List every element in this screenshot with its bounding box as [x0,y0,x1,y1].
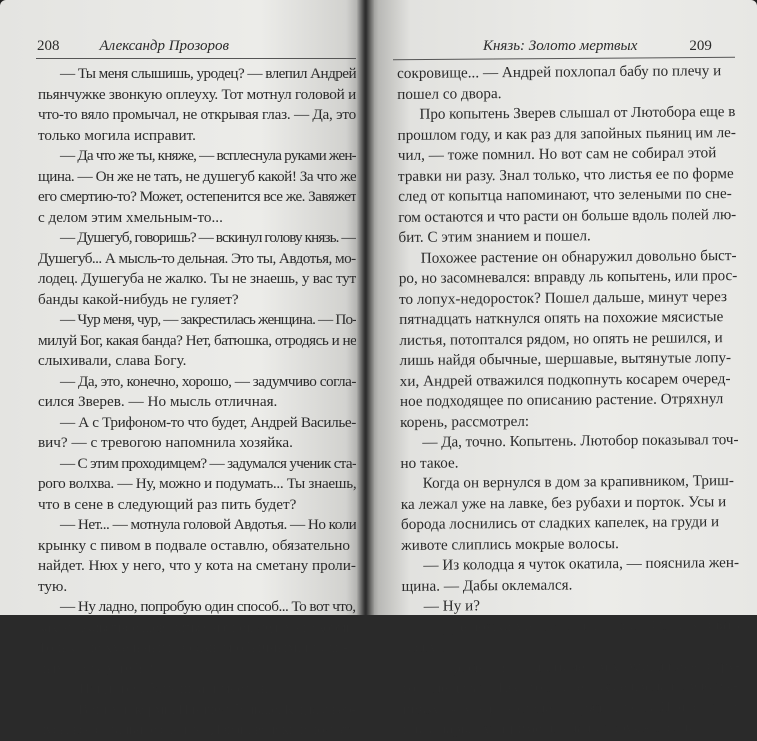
text-line: слыхивали, слава Богу. [38,352,187,369]
text-line: вич? — с тревогою напомнила хозяйка. [38,434,293,451]
text-line: чил, — тоже помнил. Но вот сам не собирал этой [397,144,717,164]
text-line: лодец. Душегуба не жалко. Ты не знаешь, у вас тут [38,270,356,287]
text-line: — А с Трифоном-то что будет, Андрей Василье- [60,413,356,431]
text-line: пошел со двора. [397,84,502,103]
text-line: Только не хмельным, а самым обычным, пчели- [38,639,349,656]
text-line: пивку тянуть перестанет. Держи корень. Почисти его, [402,697,741,718]
text-line: бит. С этим знанием и пошел. [398,227,591,246]
left-page-number: 208 [37,38,60,54]
right-page-number: 209 [689,38,712,54]
text-line: но такое. [400,453,459,472]
text-line: ро, но засомневался: вправду ль копытень, или прос- [398,267,738,287]
text-line: рого волхва. — Ну, можно и подумать... Ты знаешь, [38,475,357,492]
text-line: то лопух-недоросток? Пошел дальше, минут через [398,287,728,308]
text-line: сокровище... — Андрей похлопал бабу по плечу и [397,62,722,82]
text-line: только могила исправит. [38,126,196,144]
text-line: ным. Есть у тебя? [38,659,153,677]
text-line: ка лежал уже на лавке, без рубахи и порток. Усы и [400,492,727,513]
text-line: — Душегуб, говоришь? — вскинул голову князь. — [60,229,356,246]
text-line: что-то вяло промычал, не открывая глаз. — Да, это [38,106,356,123]
text-line: — Проснется — опять медом корми, и ничего дру- [424,656,740,677]
text-line: — Да что же ты, княже, — всплеснула руками жен- [60,147,356,164]
text-line: пятнадцать наткнулся опять на похожие мясистые [399,308,724,328]
text-line: милуй Бог, какая банда? Нет, батюшка, отродясь и не [38,331,357,349]
book-gutter [356,0,374,615]
text-line: Душегуб... А мысль-то дельная. Это ты, Авдотья, мо- [38,249,356,267]
text-line: щина. — Он же не тать, не душегуб какой! За что же [38,167,357,185]
text-line: — Вот им и корми. И ничем больше. Когда я вер- [60,700,356,718]
text-line: банды какой-нибудь не гуляет? [38,290,239,308]
text-line: как это животное шевелиться начнет, медом его корми. [38,618,357,636]
text-line: — Из колодца я чуток окатила, — пояснила жен- [423,554,740,574]
text-line: след от копытца напоминают, что зелеными по сне- [398,185,732,205]
text-line: — Ну и? [423,597,481,615]
text-line: и в запарь. Тут примерно на полкружки воды. По [402,718,722,738]
text-line: хи, Андрей отважился подкопнуть косарем очеред- [399,369,731,390]
right-page [363,0,757,738]
text-line: нусь, все остальное сделаю. Давай, волоки в дом это [38,721,356,738]
text-line: крынку с пивом в подвале оставлю, обязательно [38,536,351,554]
text-line: лишь найдя обычные, шершавые, вытянутые лопу- [399,349,732,369]
right-header-title: Князь: Золото мертвых [483,38,638,54]
text-line: Когда он вернулся в дом за крапивником, Триш- [422,472,734,492]
text-line: — Нет... — мотнула головой Авдотья. — Но коли [60,516,357,533]
text-line: пьянчужке звонкую оплеуху. Тот мотнул головой и [38,85,357,103]
text-line: корень, рассмотрел: [400,412,530,431]
text-line: сился Зверев. — Но мысль отличная. [38,393,278,410]
text-line: животе слиплись мокрые волосы. [401,534,619,554]
text-line: травки ни разу. Знал только, что листья ее по форме [397,164,734,185]
text-line: — Ты меня слышишь, уродец? — влепил Андрей [60,65,357,82]
left-running-head [37,38,229,55]
text-line: — Ну ладно, попробую один способ... То вот что, [60,598,356,615]
text-line: что в сене в следующий раз пить будет? [38,495,297,513]
text-line: заснул. [402,638,449,656]
right-page-text [397,61,741,740]
right-running-head [483,38,712,55]
text-line: — Да, это, конечно, хорошо, — задумчиво согла- [60,372,357,390]
left-header-title: Александр Прозоров [99,38,230,54]
text-line: с делом этим хмельным-то... [38,208,223,226]
text-line: Похожее растение он обнаружил довольно быст- [420,246,737,267]
text-line: гом остаются и что расти он больше вдоль полей лю- [398,205,737,226]
text-line: — С этим проходимцем? — задумался ученик ста- [60,454,357,472]
text-line: щина. — Дабы оклемался. [401,575,573,595]
text-line: найдет. Нюх у него, что у кота на сметану проли- [38,557,356,574]
left-page [0,0,372,738]
text-line: ное подходящее по описанию растение. Отряхнул [399,390,724,410]
left-page-text [38,64,356,741]
left-header-rule [36,58,358,59]
text-line: гого не давай. Так его после похмелья на новую вы- [402,677,739,697]
text-line: — Найдется, батюшка, имеется. [60,680,269,697]
text-line: Про копытень Зверев слышал от Лютобора еще в [419,103,736,123]
text-line: — Да, точно. Копытень. Лютобор показывал точ- [422,431,739,451]
text-line: листья, потоптался рядом, но опять не решился, и [399,328,723,349]
text-line: его смертию-то? Может, остепенится все же. Завяжет [38,188,357,205]
text-line: прошлом году, и как раз для запойных пьяниц им ле- [397,123,736,144]
text-line: тую. [38,577,68,595]
text-line: борода лоснились от сладких капелек, на груди и [400,513,720,533]
text-line: — Чур меня, чур, — закрестилась женщина. — По- [60,311,357,328]
text-line: — Две ложки меда слопал, оглоед. Опосля опять [423,615,740,636]
right-header-rule [393,57,735,60]
